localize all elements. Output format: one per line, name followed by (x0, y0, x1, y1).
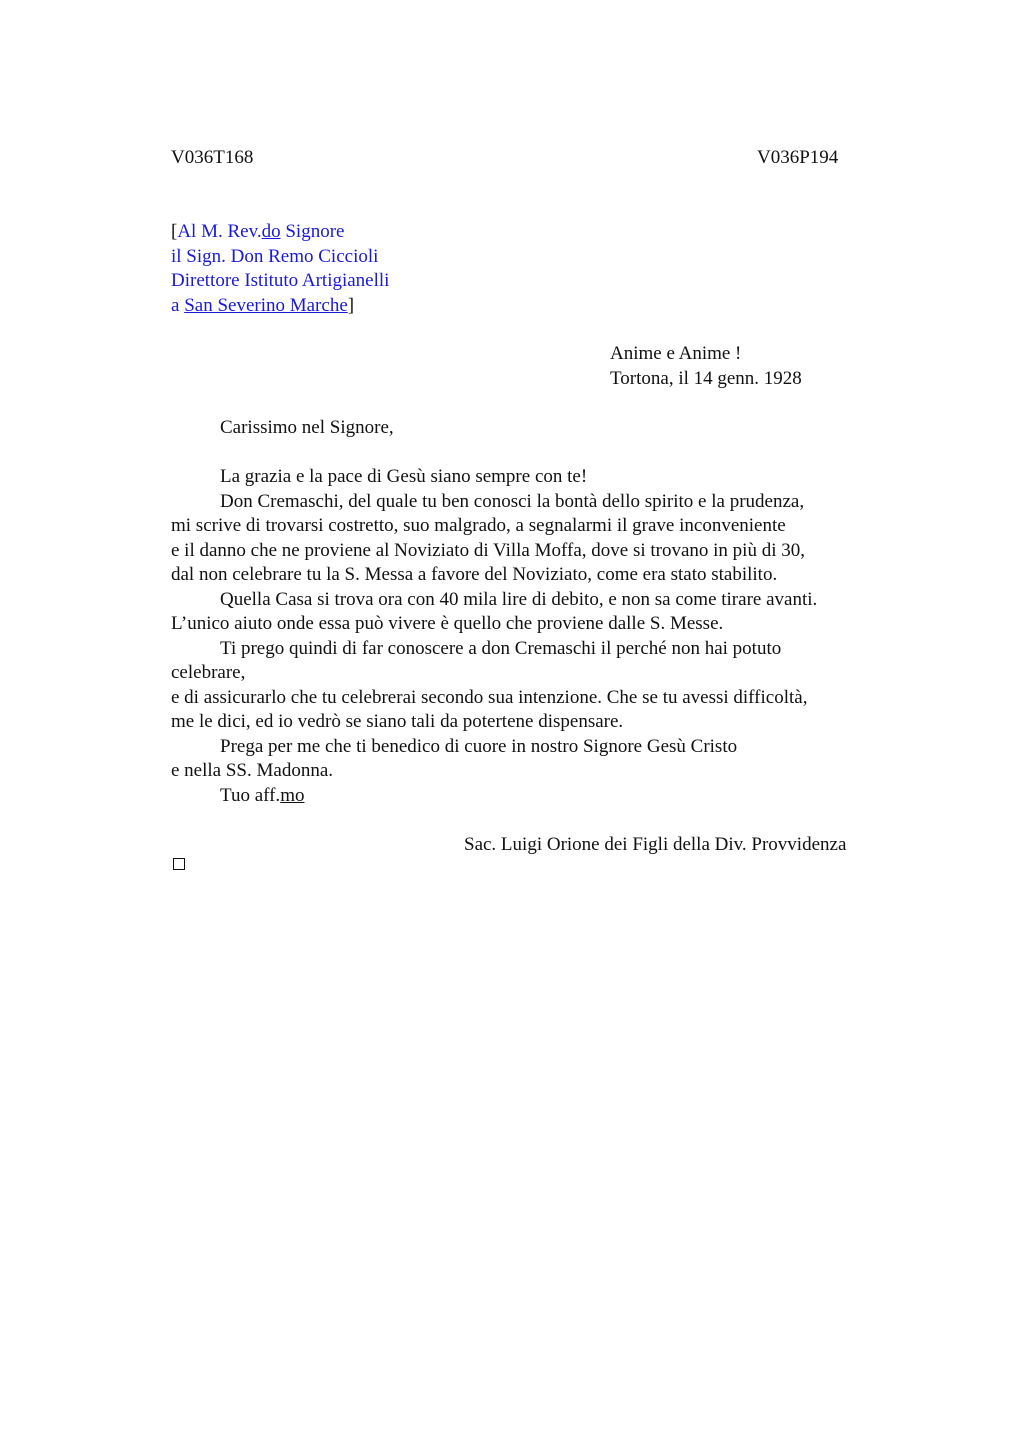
address-line-1-prefix: Al M. Rev. (177, 221, 262, 242)
checkbox-icon (173, 858, 185, 870)
closing-prefix: Tuo aff. (220, 785, 281, 806)
address-line-1-abbrev: do (261, 221, 281, 242)
address-line-4-prefix: a (171, 295, 185, 316)
address-line-4 (171, 294, 354, 319)
closing-abbrev: mo (280, 785, 305, 806)
address-open-bracket: [ (171, 221, 178, 242)
address-place-link: San Severino Marche (184, 295, 348, 316)
body-line: celebrare, (171, 662, 246, 683)
body-line: L’unico aiuto onde essa può vivere è quello che proviene dalle S. Messe. (171, 613, 724, 634)
address-line-1-suffix: Signore (280, 221, 345, 242)
address-line-3: Direttore Istituto Artigianelli (171, 270, 390, 291)
body-line: Ti prego quindi di far conoscere a don Cremaschi il perché non hai potuto (220, 638, 782, 659)
address-line-2: il Sign. Don Remo Ciccioli (171, 246, 379, 267)
body-line: me le dici, ed io vedrò se siano tali da potertene dispensare. (171, 711, 624, 732)
closing (220, 784, 304, 809)
body-line: Don Cremaschi, del quale tu ben conosci la bontà dello spirito e la prudenza, (220, 491, 805, 512)
document-code-left: V036T168 (171, 147, 254, 168)
place-date: Tortona, il 14 genn. 1928 (610, 368, 802, 389)
body-line: Quella Casa si trova ora con 40 mila lire di debito, e non sa come tirare avanti. (220, 589, 818, 610)
body-line: mi scrive di trovarsi costretto, suo malgrado, a segnalarmi il grave inconveniente (171, 515, 786, 536)
signature: Sac. Luigi Orione dei Figli della Div. Provvidenza (464, 834, 847, 855)
body-line: e il danno che ne proviene al Noviziato di Villa Moffa, dove si trovano in più di 30, (171, 540, 805, 561)
body-line: dal non celebrare tu la S. Messa a favore del Noviziato, come era stato stabilito. (171, 564, 778, 585)
motto: Anime e Anime ! (610, 343, 742, 364)
address-close-bracket: ] (347, 295, 355, 316)
body-line: e nella SS. Madonna. (171, 760, 334, 781)
body-line: Prega per me che ti benedico di cuore in nostro Signore Gesù Cristo (220, 736, 738, 757)
body-line: La grazia e la pace di Gesù siano sempre con te! (220, 466, 588, 487)
document-code-right: V036P194 (757, 147, 839, 168)
body-line: e di assicurarlo che tu celebrerai secondo sua intenzione. Che se tu avessi difficoltà, (171, 687, 808, 708)
salutation: Carissimo nel Signore, (220, 417, 394, 438)
address-line-1 (171, 220, 344, 245)
